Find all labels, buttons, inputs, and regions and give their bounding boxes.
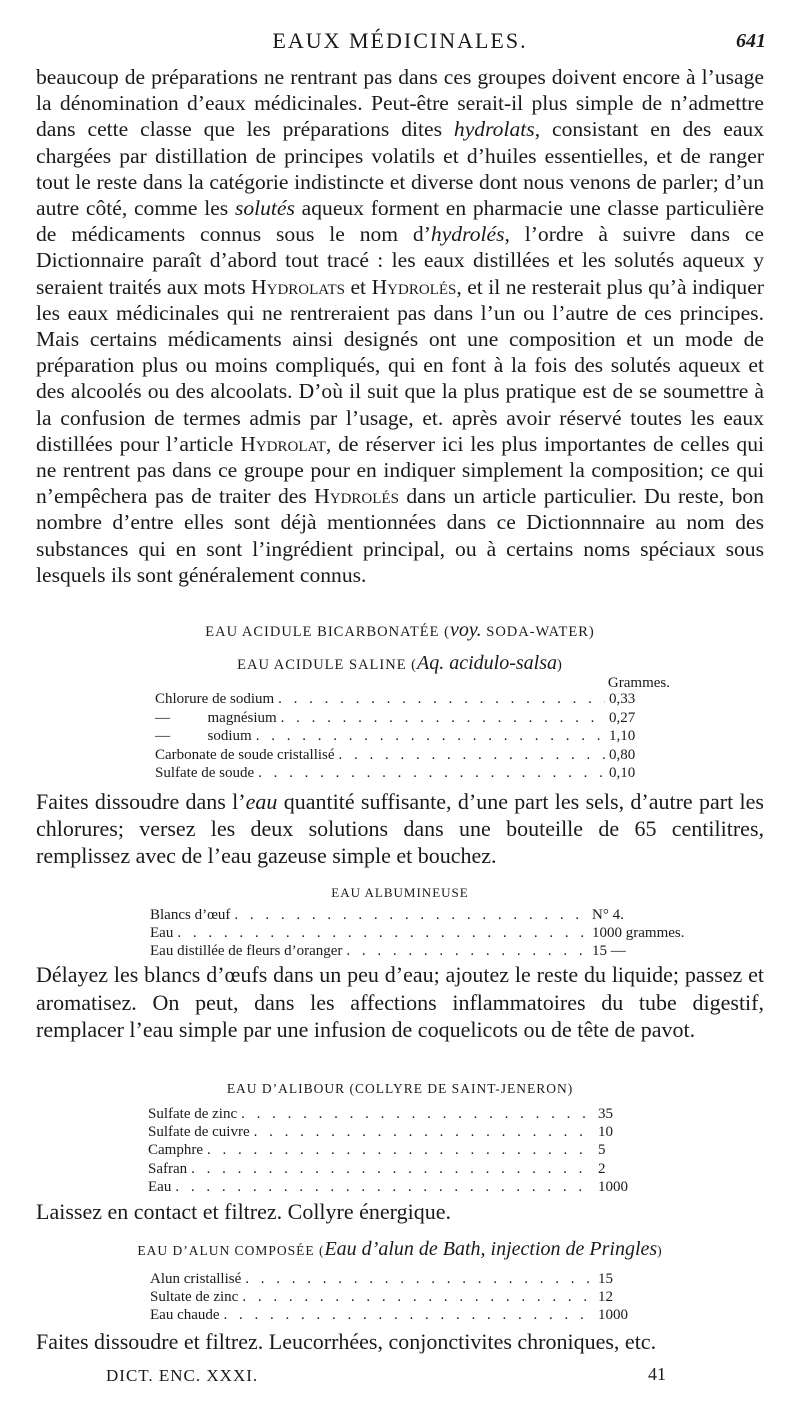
leader-dots [346, 941, 588, 961]
ingredient-quantity: 12 [598, 1289, 613, 1305]
leader-dots [278, 689, 605, 709]
leader-dots [177, 923, 588, 943]
unit-header: Grammes. [607, 675, 670, 691]
leader-dots [224, 1305, 594, 1325]
recipe-title-acidule-saline: EAU ACIDULE SALINE (Aq. acidulo-salsa) [237, 652, 563, 674]
ingredient-name: Eau distillée de fleurs d’oranger [150, 943, 343, 959]
ingredient-name: Sulfate de cuivre [148, 1124, 250, 1141]
ingredient-name: — sodium [155, 728, 252, 745]
ingredient-row [155, 726, 655, 746]
ingredient-name: Camphre [148, 1142, 203, 1159]
leader-dots [245, 1269, 594, 1289]
ingredient-name: Eau chaude [150, 1307, 220, 1323]
ingredient-row [150, 1287, 638, 1307]
intro-paragraph: beaucoup de préparations ne rentrant pas dans ces groupes doivent encore à l’usage la dénomination d’eaux médicinales. Peut-être serait-il plus simple de n’admettre dans cette classe que les préparations dites hydrolats, consistant en des eaux chargées par distillation de principes volatils et d’huiles essentielles, et de ranger tout le reste dans la catégorie indistincte et diverse dont nous venons de parler; d’un autre côté, comme les solutés aqueux forment en pharmacie une classe particulière de médicaments connus sous le nom d’hydrolés, l’ordre à suivre dans ce Dictionnaire paraît d’abord tout tracé : les eaux distillées et les solutés aqueux y seraient traités aux mots Hydrolats et Hydrolés, et il ne resterait plus qu’à indiquer les eaux médicinales qui ne rentreraient pas dans l’un ou l’autre de ces principes. Mais certains médicaments ainsi designés ont une composition et un mode de préparation plus ou moins compliqués, qui en font à la fois des solutés aqueux et des alcoolés ou des alcoolats. D’où il suit que la plus pratique est de se soumettre à la confusion de termes admis par l’usage, et. après avoir réservé toutes les eaux distillées pour l’article Hydrolat, de réserver ici les plus importantes de celles qui ne rentrent pas dans ce groupe pour en indiquer simplement la composition; ce qui n’empêchera pas de traiter des Hydrolés dans un article particulier. Du reste, bon nombre d’entre elles sont déjà mentionnées dans ce Dictionnnaire au nom des substances qui en sont l’ingrédient principal, ou à certains noms spéciaux sous lesquels ils sont généralement connus. [36, 65, 764, 587]
xref-hydrolats: Hydrolats [251, 274, 345, 299]
term-solutes: solutés [234, 196, 295, 221]
ingredient-row [150, 905, 710, 925]
ingredient-name: Eau [148, 1178, 172, 1195]
ingredient-quantity: 2 [598, 1160, 606, 1177]
ingredient-quantity: 1,10 [609, 728, 636, 745]
ingredient-row [150, 1305, 638, 1325]
ingredient-name: Eau [150, 925, 174, 941]
leader-dots [175, 1177, 594, 1197]
recipe-title-albumineuse: EAU ALBUMINEUSE [331, 885, 469, 900]
leader-dots [339, 745, 605, 765]
ingredient-name: Alun cristallisé [150, 1271, 242, 1287]
leader-dots [254, 1122, 594, 1142]
ingredient-quantity: 0,33 [609, 691, 636, 707]
instructions-albumineuse: Délayez les blancs d’œufs dans un peu d’eau; ajoutez le reste du liquide; passez et aromatisez. On peut, dans les affections inflammatoires du tube digestif, remplacer l’eau simple par une infusion de coquelicots ou de tête de pavot. [36, 962, 764, 1042]
page-number: 641 [736, 30, 766, 52]
ingredient-name: Sultate de zinc [150, 1289, 239, 1305]
ingredient-name: — magnésium [155, 709, 277, 726]
instructions-alun-composee: Faites dissoudre et filtrez. Leucorrhées, conjonctivites chroniques, etc. [36, 1329, 657, 1354]
recipe-title-acidule-bicarbonatee: EAU ACIDULE BICARBONATÉE (voy. SODA-WATER) [205, 619, 595, 641]
running-head: EAUX MÉDICINALES. [272, 28, 528, 53]
ingredient-row [148, 1140, 638, 1160]
recipe-title-alun-composee: EAU D’ALUN COMPOSÉE (Eau d’alun de Bath, injection de Pringles) [137, 1238, 663, 1260]
ingredient-quantity: 0,10 [609, 765, 636, 782]
xref-hydroles: Hydrolés [371, 274, 457, 299]
ingredient-row [155, 745, 655, 765]
ingredient-quantity: 0,27 [609, 709, 636, 726]
ingredient-row [148, 1159, 638, 1179]
footer-signature: 41 [648, 1364, 666, 1384]
ingredient-quantity: 1000 [598, 1178, 628, 1195]
leader-dots [258, 763, 605, 783]
instructions-alibour: Laissez en contact et filtrez. Collyre énergique. [36, 1199, 451, 1224]
instructions-acidule-saline: Faites dissoudre dans l’eau quantité suffisante, d’une part les sels, d’autre part les chlorures; versez les deux solutions dans une bouteille de 65 centilitres, remplissez avec de l’eau gazeuse simple et bouchez. [36, 789, 764, 868]
ingredient-row [155, 763, 655, 783]
ingredient-name: Blancs d’œuf [150, 907, 231, 923]
term-hydrolats: hydrolats [453, 117, 535, 142]
leader-dots [242, 1287, 594, 1307]
xref-hydrolat: Hydrolat [240, 431, 326, 456]
ingredient-row [150, 1269, 638, 1289]
ingredient-quantity: 1000 [598, 1307, 628, 1323]
ingredient-row [155, 708, 655, 728]
leader-dots [281, 708, 605, 728]
ingredient-quantity: N° 4. [592, 907, 624, 923]
ingredient-quantity: 1000 grammes. [592, 925, 685, 941]
leader-dots [234, 905, 588, 925]
ingredient-name: Sulfate de soude [155, 765, 255, 782]
ingredient-quantity: 15 [598, 1271, 613, 1287]
ingredient-row [148, 1104, 638, 1124]
footer-volume: DICT. ENC. XXXI. [106, 1366, 259, 1385]
term-hydroles: hydrolés [430, 222, 505, 247]
ingredient-name: Safran [148, 1160, 188, 1177]
ingredient-row [150, 923, 710, 943]
ingredient-quantity: 0,80 [609, 746, 636, 763]
ingredient-name: Sulfate de zinc [148, 1106, 238, 1122]
leader-dots [191, 1159, 594, 1179]
leader-dots [241, 1104, 594, 1124]
ingredient-quantity: 5 [598, 1142, 606, 1159]
ingredient-name: Chlorure de sodium [155, 691, 275, 707]
recipe-title-alibour: EAU D’ALIBOUR (COLLYRE DE SAINT-JENERON) [226, 1081, 574, 1096]
ingredient-name: Carbonate de soude cristallisé [155, 746, 335, 763]
ingredient-row [148, 1177, 638, 1197]
xref-hydroles-2: Hydrolés [314, 484, 399, 509]
leader-dots [207, 1140, 594, 1160]
ingredient-row [150, 941, 710, 961]
ingredient-quantity: 10 [598, 1124, 613, 1141]
ingredient-row [148, 1122, 638, 1142]
ingredient-quantity: 35 [598, 1106, 613, 1122]
ingredient-row [155, 689, 655, 709]
ingredient-quantity: 15 — [592, 943, 626, 959]
leader-dots [256, 726, 605, 746]
